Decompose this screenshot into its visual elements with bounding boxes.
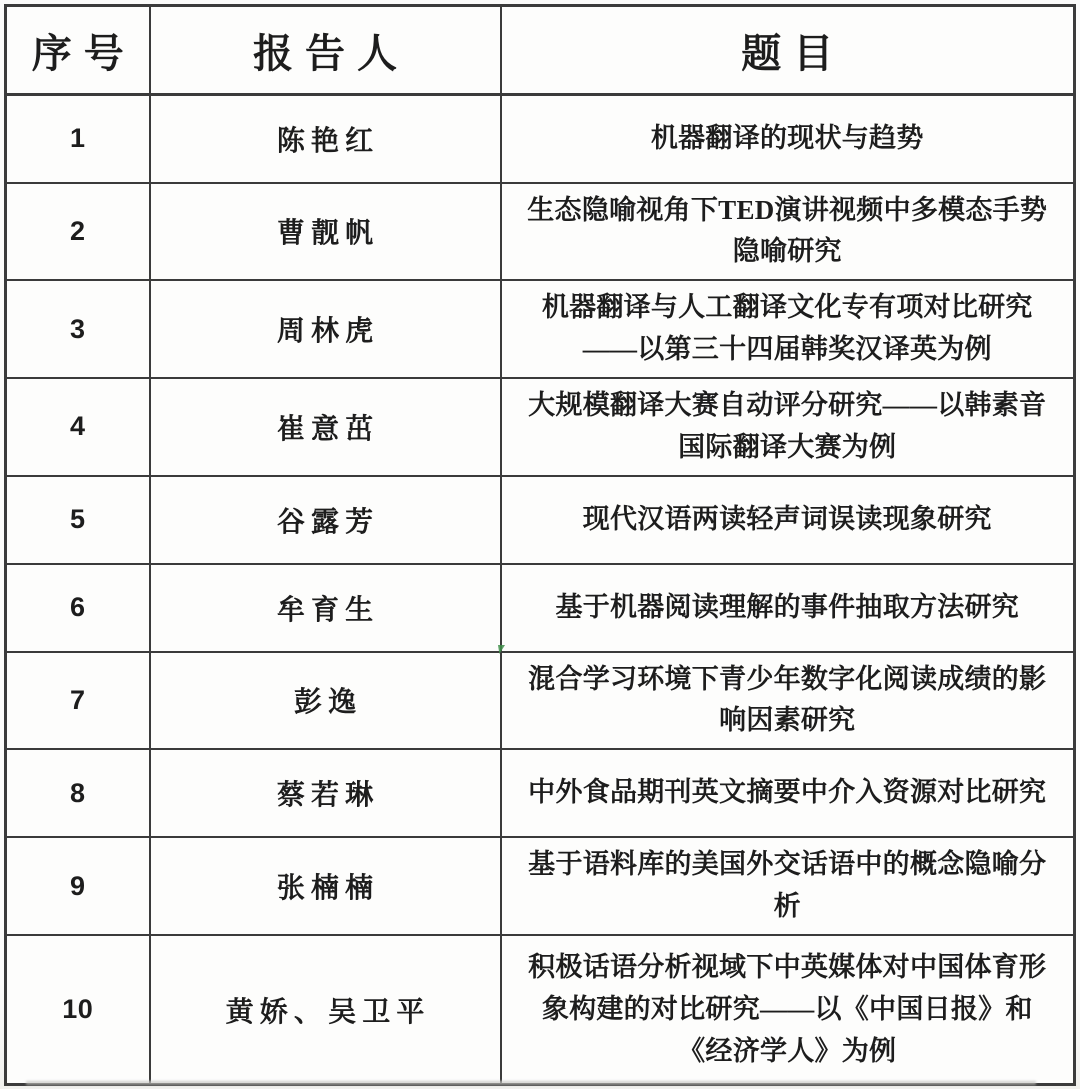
presentation-title: 机器翻译的现状与趋势 [501, 95, 1075, 183]
presentation-title: 现代汉语两读轻声词误读现象研究 [501, 476, 1075, 564]
page-bottom-shadow [26, 1081, 1036, 1087]
table-row [6, 837, 1075, 935]
presenter-name: 曹靓帆 [150, 183, 501, 281]
presentation-title: 基于机器阅读理解的事件抽取方法研究 [501, 564, 1075, 652]
presenter-name: 蔡若琳 [150, 749, 501, 837]
row-number: 2 [6, 183, 150, 281]
row-number: 9 [6, 837, 150, 935]
presenter-name: 崔意茁 [150, 378, 501, 476]
presenter-name: 周林虎 [150, 280, 501, 378]
presenter-name: 牟育生 [150, 564, 501, 652]
table-row [6, 378, 1075, 476]
row-number: 7 [6, 652, 150, 750]
table-row [6, 280, 1075, 378]
presentation-title: 积极话语分析视域下中英媒体对中国体育形象构建的对比研究——以《中国日报》和《经济学人》为例 [501, 935, 1075, 1085]
table-row [6, 652, 1075, 750]
header-title: 题目 [501, 6, 1075, 95]
table-row [6, 95, 1075, 183]
table-header-row [6, 6, 1075, 95]
presentation-title: 混合学习环境下青少年数字化阅读成绩的影响因素研究 [501, 652, 1075, 750]
header-serial-number: 序号 [6, 6, 150, 95]
presenter-name: 张楠楠 [150, 837, 501, 935]
table-row [6, 935, 1075, 1085]
presentation-title: 生态隐喻视角下TED演讲视频中多模态手势隐喻研究 [501, 183, 1075, 281]
presenter-name: 谷露芳 [150, 476, 501, 564]
table-row [6, 564, 1075, 652]
row-number: 6 [6, 564, 150, 652]
row-number: 5 [6, 476, 150, 564]
table-row [6, 476, 1075, 564]
header-presenter: 报告人 [150, 6, 501, 95]
row-number: 10 [6, 935, 150, 1085]
presentation-schedule-table [4, 4, 1076, 1086]
row-number: 4 [6, 378, 150, 476]
presentation-title: 基于语料库的美国外交话语中的概念隐喻分析 [501, 837, 1075, 935]
table-row [6, 183, 1075, 281]
row-number: 3 [6, 280, 150, 378]
presentation-title: 中外食品期刊英文摘要中介入资源对比研究 [501, 749, 1075, 837]
row-number: 1 [6, 95, 150, 183]
presenter-name: 黄娇、吴卫平 [150, 935, 501, 1085]
presentation-title: 大规模翻译大赛自动评分研究——以韩素音国际翻译大赛为例 [501, 378, 1075, 476]
presenter-name: 彭逸 [150, 652, 501, 750]
presentation-title: 机器翻译与人工翻译文化专有项对比研究——以第三十四届韩奖汉译英为例 [501, 280, 1075, 378]
row-number: 8 [6, 749, 150, 837]
table-row [6, 749, 1075, 837]
presenter-name: 陈艳红 [150, 95, 501, 183]
